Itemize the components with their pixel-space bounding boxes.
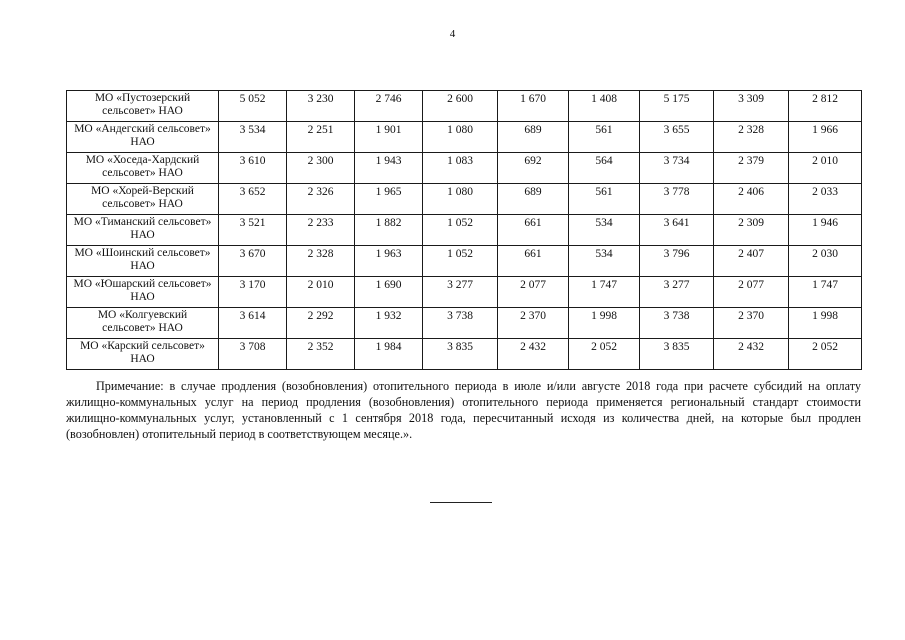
value-cell: 1 408 [569, 91, 640, 122]
value-cell: 3 641 [640, 215, 714, 246]
value-cell: 2 309 [714, 215, 789, 246]
value-cell: 561 [569, 122, 640, 153]
value-cell: 2 052 [789, 339, 862, 370]
table-row [67, 184, 862, 215]
value-cell: 5 052 [219, 91, 287, 122]
value-cell: 2 600 [423, 91, 498, 122]
value-cell: 2 251 [287, 122, 355, 153]
end-separator-line [430, 502, 492, 503]
value-cell: 1 966 [789, 122, 862, 153]
value-cell: 3 652 [219, 184, 287, 215]
value-cell: 3 835 [423, 339, 498, 370]
municipality-name-cell: МО «Тиманский сельсовет» НАО [67, 215, 219, 246]
value-cell: 3 778 [640, 184, 714, 215]
value-cell: 2 432 [714, 339, 789, 370]
value-cell: 3 170 [219, 277, 287, 308]
value-cell: 1 998 [569, 308, 640, 339]
value-cell: 534 [569, 246, 640, 277]
value-cell: 689 [498, 122, 569, 153]
value-cell: 2 379 [714, 153, 789, 184]
value-cell: 1 984 [355, 339, 423, 370]
table-row [67, 277, 862, 308]
value-cell: 2 052 [569, 339, 640, 370]
value-cell: 2 292 [287, 308, 355, 339]
value-cell: 3 277 [640, 277, 714, 308]
value-cell: 2 407 [714, 246, 789, 277]
value-cell: 2 326 [287, 184, 355, 215]
value-cell: 1 998 [789, 308, 862, 339]
value-cell: 2 328 [714, 122, 789, 153]
value-cell: 2 077 [498, 277, 569, 308]
value-cell: 661 [498, 246, 569, 277]
table-row [67, 91, 862, 122]
value-cell: 1 080 [423, 184, 498, 215]
value-cell: 1 080 [423, 122, 498, 153]
municipality-name-cell: МО «Хорей-Верский сельсовет» НАО [67, 184, 219, 215]
value-cell: 2 233 [287, 215, 355, 246]
value-cell: 1 882 [355, 215, 423, 246]
value-cell: 534 [569, 215, 640, 246]
value-cell: 1 965 [355, 184, 423, 215]
value-cell: 661 [498, 215, 569, 246]
value-cell: 2 370 [498, 308, 569, 339]
municipality-name-cell: МО «Шоинский сельсовет» НАО [67, 246, 219, 277]
value-cell: 2 370 [714, 308, 789, 339]
note-paragraph: Примечание: в случае продления (возобновления) отопительного периода в июле и/или августе 2018 года при расчете субсидий на оплату жилищно-коммунальных услуг на период продления (возобновления) отопительного периода применяется региональный стандарт стоимости жилищно-коммунальных услуг, установленный с 1 сентября 2018 года, пересчитанный исходя из количества дней, на которые был продлен (возобновлен) отопительный период в соответствующем месяце.». [66, 379, 861, 441]
value-cell: 1 901 [355, 122, 423, 153]
value-cell: 1 052 [423, 215, 498, 246]
municipality-name-cell: МО «Пустозерский сельсовет» НАО [67, 91, 219, 122]
value-cell: 3 738 [640, 308, 714, 339]
value-cell: 1 943 [355, 153, 423, 184]
value-cell: 1 747 [569, 277, 640, 308]
municipality-name-cell: МО «Андегский сельсовет» НАО [67, 122, 219, 153]
value-cell: 1 690 [355, 277, 423, 308]
value-cell: 1 052 [423, 246, 498, 277]
municipality-name-cell: МО «Юшарский сельсовет» НАО [67, 277, 219, 308]
value-cell: 3 610 [219, 153, 287, 184]
value-cell: 2 033 [789, 184, 862, 215]
municipality-name-cell: МО «Карский сельсовет» НАО [67, 339, 219, 370]
value-cell: 689 [498, 184, 569, 215]
value-cell: 2 030 [789, 246, 862, 277]
value-cell: 564 [569, 153, 640, 184]
value-cell: 2 406 [714, 184, 789, 215]
value-cell: 2 812 [789, 91, 862, 122]
value-cell: 1 670 [498, 91, 569, 122]
value-cell: 3 277 [423, 277, 498, 308]
value-cell: 2 432 [498, 339, 569, 370]
table-body [67, 91, 862, 370]
value-cell: 2 010 [287, 277, 355, 308]
value-cell: 1 747 [789, 277, 862, 308]
value-cell: 3 614 [219, 308, 287, 339]
value-cell: 2 746 [355, 91, 423, 122]
table-row [67, 153, 862, 184]
table-row [67, 339, 862, 370]
value-cell: 3 534 [219, 122, 287, 153]
value-cell: 3 796 [640, 246, 714, 277]
value-cell: 1 083 [423, 153, 498, 184]
value-cell: 3 230 [287, 91, 355, 122]
table-row [67, 122, 862, 153]
value-cell: 3 655 [640, 122, 714, 153]
value-cell: 2 328 [287, 246, 355, 277]
table-row [67, 308, 862, 339]
value-cell: 3 835 [640, 339, 714, 370]
value-cell: 3 309 [714, 91, 789, 122]
value-cell: 3 521 [219, 215, 287, 246]
value-cell: 1 932 [355, 308, 423, 339]
table-row [67, 215, 862, 246]
value-cell: 3 708 [219, 339, 287, 370]
value-cell: 692 [498, 153, 569, 184]
municipality-name-cell: МО «Колгуевский сельсовет» НАО [67, 308, 219, 339]
value-cell: 2 300 [287, 153, 355, 184]
value-cell: 2 077 [714, 277, 789, 308]
value-cell: 3 670 [219, 246, 287, 277]
value-cell: 3 734 [640, 153, 714, 184]
page-number: 4 [449, 28, 456, 40]
municipality-name-cell: МО «Хоседа-Хардский сельсовет» НАО [67, 153, 219, 184]
value-cell: 3 738 [423, 308, 498, 339]
table-row [67, 246, 862, 277]
value-cell: 1 963 [355, 246, 423, 277]
value-cell: 1 946 [789, 215, 862, 246]
value-cell: 2 352 [287, 339, 355, 370]
subsidy-standards-table [66, 90, 862, 370]
value-cell: 2 010 [789, 153, 862, 184]
value-cell: 5 175 [640, 91, 714, 122]
value-cell: 561 [569, 184, 640, 215]
